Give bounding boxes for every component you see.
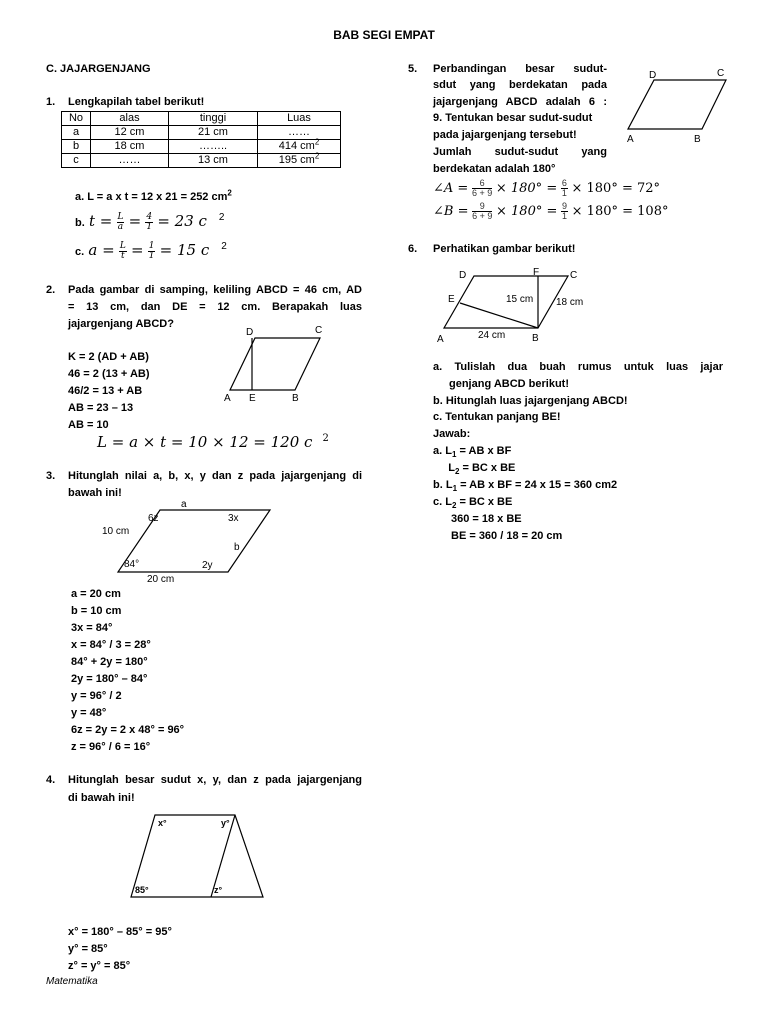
q1-answer-c-rhs: = 15 c	[159, 241, 210, 259]
q5-line: 9. Tentukan besar sudut-sudut	[433, 112, 593, 124]
q5-line: Jumlah sudut-sudut yang	[433, 146, 607, 158]
vertex-label-d: D	[649, 70, 657, 81]
q6-answer-heading: Jawab:	[433, 428, 471, 440]
vertex-label-a: A	[437, 334, 444, 345]
table-cell: 13 cm	[169, 154, 258, 168]
exponent: 2	[221, 241, 227, 252]
answer-prefix: b. L	[433, 479, 453, 491]
eq-lhs: ∠B =	[433, 204, 469, 219]
table-cell: a	[62, 126, 91, 140]
q2-work-line: AB = 23 – 13	[68, 402, 134, 414]
table-row	[62, 140, 341, 154]
fraction	[472, 179, 492, 198]
vertex-label-d: D	[246, 327, 254, 338]
table-header: Luas	[258, 112, 341, 126]
q5-line: Perbandingan besar sudut-	[433, 63, 607, 75]
parallelogram-abcd	[628, 80, 726, 129]
parallelogram	[131, 815, 263, 897]
q6-answer-line	[433, 478, 617, 493]
area-table	[61, 111, 341, 168]
eq-mid: × 180° =	[496, 204, 558, 219]
table-cell-value: 414 cm	[278, 140, 315, 152]
q1-answer-b-rhs: = 23 c	[157, 212, 207, 230]
q3-work-line: a = 20 cm	[71, 588, 121, 600]
answer-rest: = BC x BE	[456, 496, 513, 508]
q4-parallelogram-figure	[125, 810, 275, 905]
q2-work-line: 46 = 2 (13 + AB)	[68, 368, 150, 380]
q6-question-a-cont: genjang ABCD berikut!	[449, 378, 569, 390]
q2-line: jajargenjang ABCD?	[68, 318, 174, 330]
q1-answer-a	[75, 190, 232, 205]
q6-answer-line	[433, 461, 515, 476]
eq-rhs: × 180° = 72°	[571, 181, 661, 196]
table-cell: ……..	[169, 140, 258, 154]
q3-work-line: z = 96° / 6 = 16°	[71, 741, 151, 753]
vertex-label-c: C	[570, 270, 578, 281]
q6-question-a: a. Tulislah dua buah rumus untuk luas jajar	[433, 361, 723, 373]
angle-label-85: 85°	[135, 885, 149, 895]
q1-answer-c-lhs: a =	[88, 241, 115, 259]
answer-prefix: L	[433, 462, 455, 474]
eq-rhs: × 180° = 108°	[571, 204, 669, 219]
footer-subject: Matematika	[46, 976, 98, 987]
vertex-label-c: C	[717, 68, 725, 79]
q3-work-line: y = 96° / 2	[71, 690, 122, 702]
fraction	[561, 179, 568, 198]
vertex-label-e: E	[249, 393, 256, 404]
length-label-15cm: 15 cm	[506, 294, 534, 305]
table-header: No	[62, 112, 91, 126]
vertex-label-c: C	[315, 325, 323, 336]
vertex-label-b: B	[292, 393, 299, 404]
angle-label-x: x°	[158, 818, 167, 828]
section-heading: C. JAJARGENJANG	[46, 63, 151, 75]
fraction-denominator: 6 + 9	[472, 211, 493, 222]
q6-answer-line: 360 = 18 x BE	[451, 513, 522, 525]
side-label-10cm: 10 cm	[102, 526, 130, 537]
parallelogram-abcd	[230, 338, 320, 390]
answer-rest: = BC x BE	[459, 462, 516, 474]
q6-text: Perhatikan gambar berikut!	[433, 243, 576, 255]
fraction-numerator: 9	[472, 202, 492, 212]
fraction-numerator: 1	[148, 240, 155, 251]
eq-lhs: ∠A =	[433, 181, 469, 196]
q1-answer-b-lhs: t =	[88, 212, 113, 230]
fraction-numerator: 6	[472, 179, 492, 189]
angle-label-6z: 6z	[148, 513, 159, 524]
q2-formula-text: L = a × t = 10 × 12 = 120 c	[97, 433, 313, 451]
table-cell	[258, 151, 341, 168]
answer-prefix: c. L	[433, 496, 452, 508]
table-cell: ……	[258, 126, 341, 140]
q6-answer-line	[433, 495, 512, 510]
fraction	[472, 202, 492, 221]
fraction-denominator: 1	[148, 250, 155, 261]
subscript: 2	[451, 501, 457, 511]
length-label-24cm: 24 cm	[478, 330, 506, 341]
fraction-numerator: L	[119, 240, 126, 251]
side-label-20cm: 20 cm	[147, 574, 175, 585]
q6-parallelogram-figure	[432, 262, 602, 347]
q2-work-line: AB = 10	[68, 419, 109, 431]
q5-line: pada jajargenjang tersebut!	[433, 129, 577, 141]
table-cell: ……	[91, 154, 169, 168]
q2-parallelogram-figure	[220, 322, 330, 404]
fraction	[145, 213, 153, 232]
subscript: 1	[452, 484, 458, 494]
table-header: alas	[91, 112, 169, 126]
q3-line: Hitunglah nilai a, b, x, y dan z pada jajargenjang di	[68, 470, 362, 482]
fraction	[117, 213, 125, 232]
q1-answer-a-text: a. L = a x t = 12 x 21 = 252 cm	[75, 191, 228, 203]
q4-number: 4.	[46, 774, 56, 786]
table-row	[62, 154, 341, 168]
q3-work-line: 84° + 2y = 180°	[71, 656, 148, 668]
q5-line: berdekatan adalah 180°	[433, 163, 556, 175]
fraction-denominator: t	[120, 250, 125, 261]
vertex-label-b: B	[694, 134, 701, 145]
q3-work-line: y = 48°	[71, 707, 107, 719]
point-label-e: E	[448, 294, 455, 305]
table-header: tinggi	[169, 112, 258, 126]
fraction-denominator: 1	[562, 211, 568, 222]
q3-work-line: x = 84° / 3 = 28°	[71, 639, 151, 651]
q5-number: 5.	[408, 63, 418, 75]
table-cell-exponent: 2	[314, 151, 320, 161]
vertex-label-a: A	[627, 134, 634, 145]
table-cell-value: 195 cm	[278, 154, 315, 166]
side-label-a: a	[181, 499, 187, 510]
height-line-be	[460, 303, 538, 328]
q1-number: 1.	[46, 96, 56, 108]
angle-label-3x: 3x	[228, 513, 239, 524]
q2-line: = 13 cm, dan DE = 12 cm. Berapakah luas	[68, 301, 362, 313]
q2-number: 2.	[46, 284, 56, 296]
q3-parallelogram-figure	[100, 496, 280, 586]
q3-number: 3.	[46, 470, 56, 482]
fraction	[119, 242, 127, 261]
exponent: 2	[322, 433, 329, 444]
answer-prefix: a. L	[433, 445, 452, 457]
vertex-label-a: A	[224, 393, 231, 404]
q3-work-line: 3x = 84°	[71, 622, 113, 634]
fraction	[561, 202, 568, 221]
q3-work-line: 2y = 180° – 84°	[71, 673, 148, 685]
q1-answer-b: b. t = $\frac{L}{a}$ = $\frac{4}{1}$ = 23 c $^2$	[75, 211, 225, 232]
angle-label-y: y°	[221, 818, 230, 828]
parallelogram	[118, 510, 270, 572]
subscript: 1	[451, 450, 457, 460]
fraction-denominator: 1	[561, 188, 567, 199]
table-cell: c	[62, 154, 91, 168]
table-cell-exponent: 2	[314, 137, 320, 147]
exponent: 2	[227, 188, 232, 198]
fraction-denominator: 1	[146, 221, 153, 232]
fraction	[148, 242, 156, 261]
angle-label-z: z°	[214, 885, 223, 895]
q3-work-line: 6z = 2y = 2 x 48° = 96°	[71, 724, 185, 736]
vertex-label-d: D	[459, 270, 467, 281]
answer-rest: = AB x BF = 24 x 15 = 360 cm2	[457, 479, 618, 491]
fraction-numerator: 4	[146, 211, 153, 222]
table-cell: b	[62, 140, 91, 154]
table-header-row	[62, 112, 341, 126]
length-label-18cm: 18 cm	[556, 297, 584, 308]
table-cell: 18 cm	[91, 140, 169, 154]
q5-line: jajargenjang ABCD adalah 6 :	[433, 96, 607, 108]
table-cell: 21 cm	[169, 126, 258, 140]
angle-label-84: 84°	[124, 559, 140, 570]
q5-parallelogram-figure	[622, 62, 737, 147]
exponent: 2	[218, 212, 225, 223]
q4-work-line: z° = y° = 85°	[68, 960, 131, 972]
fraction-numerator: 6	[561, 178, 567, 189]
q4-work-line: y° = 85°	[68, 943, 108, 955]
fraction-denominator: 6 + 9	[471, 188, 493, 199]
table-row	[62, 126, 341, 140]
side-label-b: b	[234, 542, 240, 553]
q1-answer-b-label: b.	[75, 217, 85, 229]
q5-line: sdut yang berdekatan pada	[433, 79, 607, 91]
q6-answer-line	[433, 444, 511, 459]
q2-line: Pada gambar di samping, keliling ABCD = 46 cm, AD	[68, 284, 362, 296]
q2-work-line: K = 2 (AD + AB)	[68, 351, 149, 363]
fraction-numerator: 9	[562, 201, 568, 212]
q5-equation-a	[433, 177, 660, 200]
angle-label-2y: 2y	[202, 560, 213, 571]
q6-question-c: c. Tentukan panjang BE!	[433, 411, 561, 423]
vertex-label-b: B	[532, 333, 539, 344]
eq-mid: × 180° =	[495, 181, 558, 196]
subscript: 2	[455, 467, 460, 477]
q1-answer-c-label: c.	[75, 246, 85, 258]
q2-formula	[97, 431, 329, 453]
q6-answer-line: BE = 360 / 18 = 20 cm	[451, 530, 563, 542]
page-title: BAB SEGI EMPAT	[333, 28, 435, 42]
q6-question-b: b. Hitunglah luas jajargenjang ABCD!	[433, 395, 628, 407]
table-cell: 12 cm	[91, 126, 169, 140]
q6-number: 6.	[408, 243, 418, 255]
q3-work-line: b = 10 cm	[71, 605, 122, 617]
q1-answer-c: c. a = $\frac{L}{t}$ = $\frac{1}{1}$ = 15 c $^2$	[75, 240, 227, 261]
answer-rest: = AB x BF	[456, 445, 512, 457]
q4-line: di bawah ini!	[68, 792, 135, 804]
q1-text: Lengkapilah tabel berikut!	[68, 96, 205, 108]
point-label-f: F	[533, 267, 540, 278]
fraction-denominator: a	[117, 221, 124, 232]
q2-work-line: 46/2 = 13 + AB	[68, 385, 143, 397]
q5-equation-b	[433, 200, 668, 223]
fraction-numerator: L	[117, 211, 124, 222]
table-cell	[258, 137, 341, 154]
q4-line: Hitunglah besar sudut x, y, dan z pada jajargenjang	[68, 774, 362, 786]
q4-work-line: x° = 180° – 85° = 95°	[68, 926, 172, 938]
q3-line: bawah ini!	[68, 487, 122, 499]
